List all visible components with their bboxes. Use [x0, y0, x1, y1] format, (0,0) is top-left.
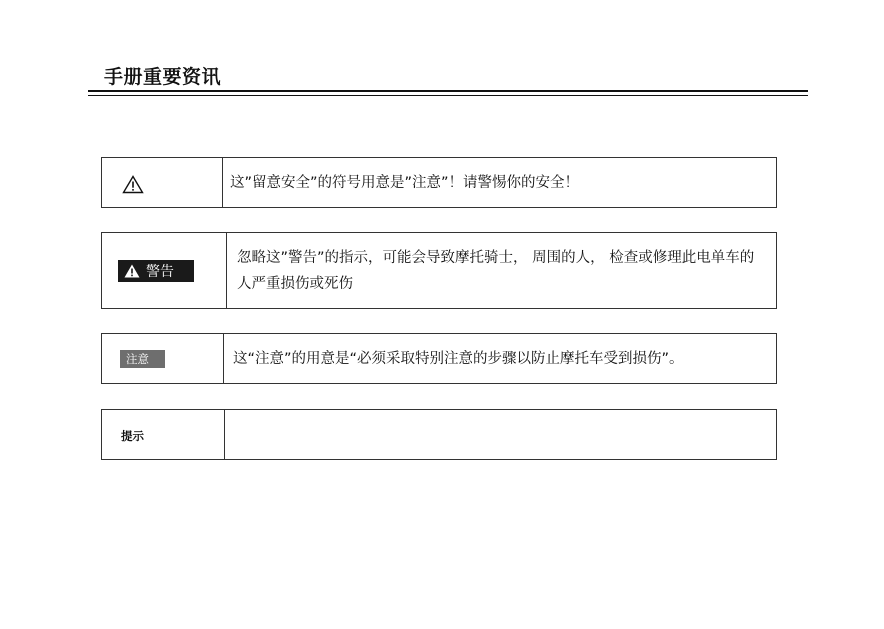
- tip-label: 提示: [121, 429, 144, 443]
- page-title: 手册重要资讯: [104, 66, 222, 88]
- caution-badge: 注意: [120, 350, 165, 368]
- notice-text: 这“注意”的用意是“必须采取特别注意的步骤以防止摩托车受到损伤”。: [233, 351, 684, 367]
- warning-badge: [118, 260, 194, 282]
- warning-triangle-icon: [124, 264, 140, 278]
- notice-symbol-cell: [102, 410, 224, 459]
- notice-symbol-cell: [102, 334, 223, 383]
- title-rule-thick: [88, 90, 808, 92]
- notice-symbol-cell: [102, 158, 222, 207]
- notice-safety-alert: [101, 157, 777, 208]
- notice-symbol-cell: [102, 233, 226, 308]
- notice-caution: [101, 333, 777, 384]
- warning-badge-label: 警告: [146, 264, 174, 280]
- title-rule-thin: [88, 95, 808, 96]
- notice-divider: [224, 410, 225, 459]
- warning-triangle-icon: [122, 175, 144, 198]
- notice-text: 这”留意安全”的符号用意是”注意”！请警惕你的安全！: [230, 175, 580, 191]
- notice-tip: [101, 409, 777, 460]
- notice-divider: [223, 334, 224, 383]
- notice-text: 忽略这”警告”的指示，可能会导致摩托骑士， 周围的人， 检查或修理此电单车的人严重损伤或死伤: [237, 250, 755, 292]
- notice-divider: [226, 233, 227, 308]
- notice-warning: [101, 232, 777, 309]
- notice-divider: [222, 158, 223, 207]
